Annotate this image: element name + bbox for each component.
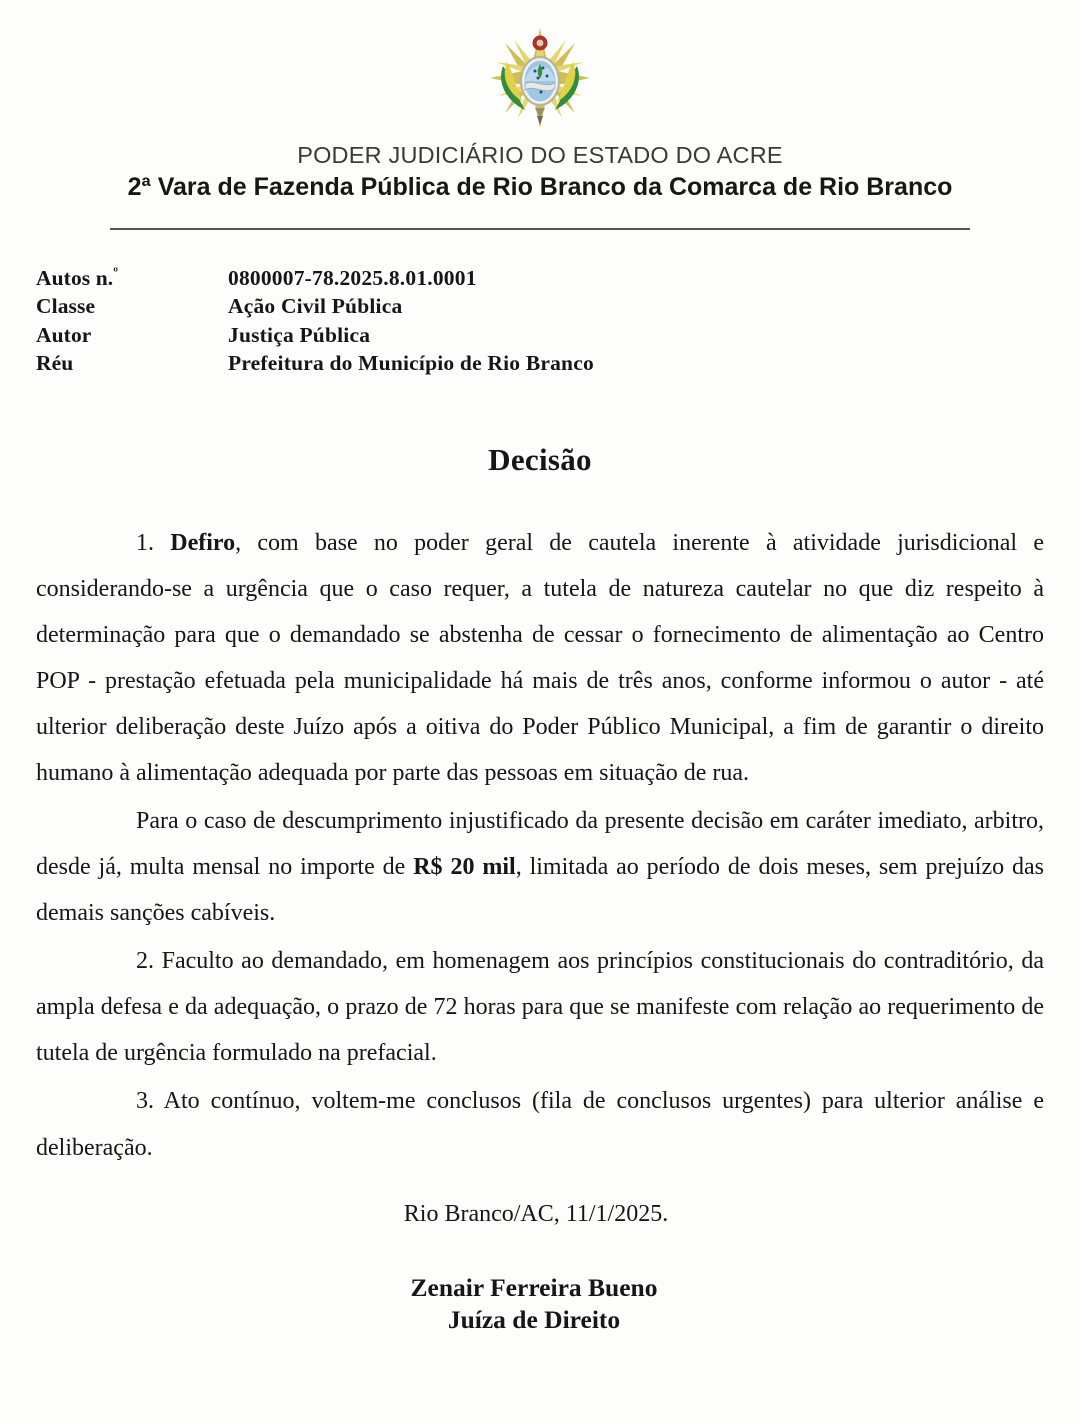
metadata-row-autor xyxy=(36,321,1080,349)
case-metadata xyxy=(0,264,1080,378)
metadata-row-classe xyxy=(36,292,1080,320)
signer-name: Zenair Ferreira Bueno xyxy=(410,1272,658,1302)
document-body xyxy=(36,520,1044,1171)
paragraph-item-2: 2. Faculto ao demandado, em homenagem aos princípios constitucionais do contraditório, da ampla defesa e da adequação, o prazo de 72 horas para que se manifeste com relação ao requerimento de tutela de urgência formulado na prefacial. xyxy=(36,948,1044,1067)
penalty-text-part-2: , limitada ao período de dois meses, sem prejuízo das demais sanções cabíveis. xyxy=(36,854,1044,927)
metadata-row-reu xyxy=(36,349,1080,377)
paragraph-1-text: , com base no poder geral de cautela inerente à atividade jurisdicional e considerando-se a urgência que o caso requer, a tutela de natureza cautelar no que diz respeito à determinação para que o demandado se abstenha de cessar o fornecimento de alimentação ao Centro POP - prestação efetuada pela municipalidade há mais de três anos, conforme informou o autor - até ulterior deliberação deste Juízo após a oitiva do Poder Público Municipal, a fim de garantir o direito humano à alimentação adequada por parte das pessoas em situação de rua. xyxy=(36,529,1044,786)
ordinal-mark: º xyxy=(113,264,119,281)
paragraph-item-1 xyxy=(36,520,1044,796)
court-name-line: 2ª Vara de Fazenda Pública de Rio Branco da Comarca de Rio Branco xyxy=(127,173,953,202)
document-title: Decisão xyxy=(488,441,592,477)
paragraph-item-3: 3. Ato contínuo, voltem-me conclusos (fila de conclusos urgentes) para ulterior análise e deliberação. xyxy=(36,1088,1044,1161)
signature-block xyxy=(0,1272,1080,1337)
paragraph-penalty xyxy=(36,798,1044,936)
item-number-1: 1. xyxy=(136,529,171,556)
document-header xyxy=(0,0,1080,230)
penalty-amount: R$ 20 mil xyxy=(413,854,516,881)
metadata-label-classe: Classe xyxy=(36,294,96,319)
metadata-label-autor: Autor xyxy=(36,322,92,347)
metadata-label-autos: Autos n.$^º$ xyxy=(36,264,119,291)
org-name-line: PODER JUDICIÁRIO DO ESTADO DO ACRE xyxy=(297,142,783,168)
metadata-value-autor: Justiça Pública xyxy=(228,322,371,347)
metadata-label-reu: Réu xyxy=(36,351,74,376)
signer-title: Juíza de Direito xyxy=(447,1305,621,1335)
metadata-value-autos: 0800007-78.2025.8.01.0001 xyxy=(228,266,477,291)
penalty-text-part-1: Para o caso de descumprimento injustificado da presente decisão em caráter imediato, arbitro, desde já, multa mensal no importe de xyxy=(36,807,1044,881)
place-and-date: Rio Branco/AC, 11/1/2025. xyxy=(403,1200,669,1227)
metadata-row-autos xyxy=(36,264,1080,292)
header-divider xyxy=(110,228,970,230)
brasao-republica-icon xyxy=(485,26,595,138)
metadata-value-reu: Prefeitura do Município de Rio Branco xyxy=(228,351,594,376)
metadata-value-classe: Ação Civil Pública xyxy=(228,294,403,319)
defiro-emphasis: Defiro xyxy=(170,529,236,556)
